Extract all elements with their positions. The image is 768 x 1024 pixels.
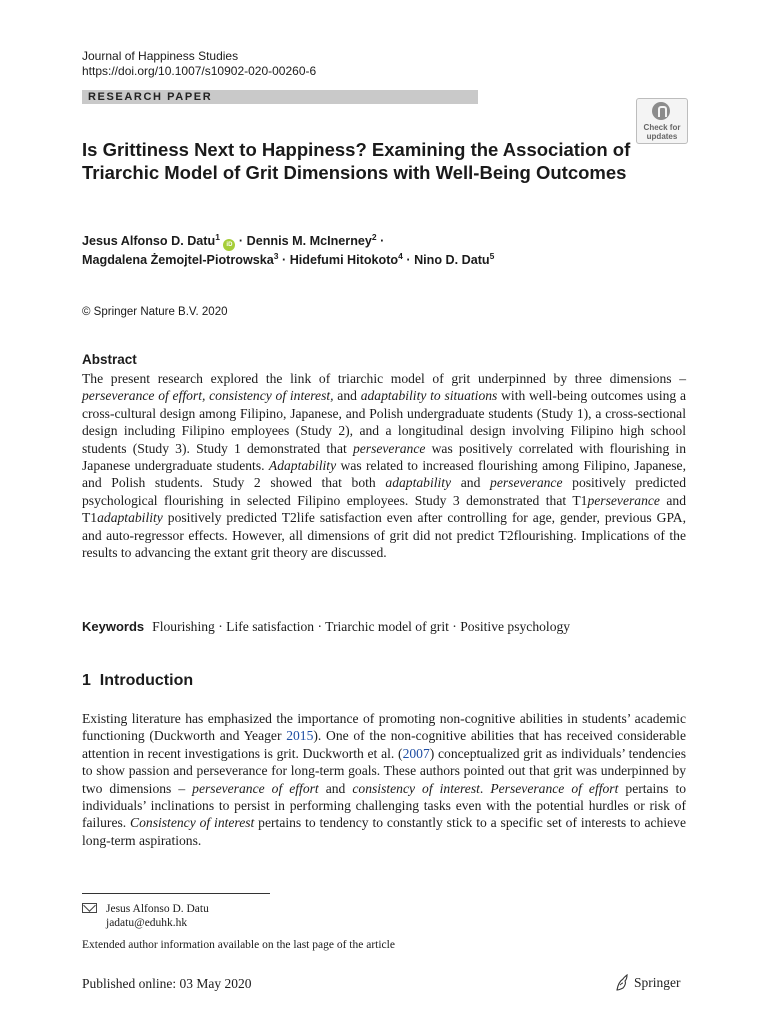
- publisher-name: Springer: [634, 975, 681, 990]
- section-number: 1: [82, 672, 91, 689]
- envelope-icon: [82, 903, 97, 913]
- springer-horse-icon: [614, 974, 630, 992]
- author-affiliation-number: 5: [489, 250, 495, 261]
- abstract-heading: Abstract: [82, 352, 137, 367]
- copyright-notice: © Springer Nature B.V. 2020: [82, 306, 228, 318]
- author-name[interactable]: Jesus Alfonso D. Datu: [82, 234, 216, 248]
- section-heading-introduction: [82, 671, 193, 691]
- author-affiliation-number: 4: [398, 250, 403, 261]
- author-name[interactable]: Nino D. Datu: [414, 253, 490, 267]
- author-affiliation-number: 2: [371, 231, 377, 242]
- author-name[interactable]: Dennis M. McInerney: [246, 234, 372, 248]
- journal-name: Journal of Happiness Studies: [82, 49, 239, 63]
- keywords-label: Keywords: [82, 619, 145, 634]
- citation-link[interactable]: 2007: [402, 745, 430, 761]
- corresponding-author-email[interactable]: jadatu@eduhk.hk: [106, 917, 188, 929]
- article-type-bar: [82, 90, 478, 104]
- orcid-icon[interactable]: iD: [223, 239, 235, 251]
- keywords-text: Flourishing · Life satisfaction · Triarchic model of grit · Positive psychology: [152, 619, 571, 634]
- published-date: Published online: 03 May 2020: [82, 976, 252, 991]
- footnote-divider: [82, 893, 270, 894]
- article-title: Is Grittiness Next to Happiness? Examining the Association of Triarchic Model of Grit Dimensions with Well-Being Outcomes: [82, 139, 631, 183]
- extended-author-info-note: Extended author information available on the last page of the article: [82, 939, 395, 951]
- check-updates-line1: Check for: [643, 123, 681, 132]
- keywords-line: [82, 618, 686, 635]
- author-list: Jesus Alfonso D. Datu$^1$ iD · Dennis M. McInerney$^2$ · Magdalena Żemojtel-Piotrowska$^3$ · Hidefumi Hitokoto$^4$ · Nino D. Datu$^5$: [82, 231, 495, 267]
- check-for-updates-badge[interactable]: [636, 98, 688, 144]
- citation-link[interactable]: 2015: [286, 728, 314, 744]
- check-updates-line2: updates: [646, 132, 678, 141]
- corresponding-author-name: Jesus Alfonso D. Datu: [106, 903, 209, 915]
- doi-link[interactable]: https://doi.org/10.1007/s10902-020-00260-6: [82, 64, 317, 78]
- author-affiliation-number: 1: [215, 231, 220, 242]
- abstract-text: The present research explored the link of triarchic model of grit underpinned by three dimensions – perseverance of effort, consistency of interest, and adaptability to situations with well-being outcomes using a cross-cultural design among Filipino, Japanese, and Polish undergraduate students (Study 1), a cross-sectional design including Filipino employees (Study 2), and a longitudinal design involving Filipino high school students (Study 3). Study 1 demonstrated that perseverance was positively correlated with flourishing in Japanese undergraduate students. Adaptability was related to increased flourishing among Filipino, Japanese, and Polish students. Study 2 showed that both adaptability and perseverance positively predicted psychological flourishing in selected Filipino employees. Study 3 demonstrated that T1perseverance and T1adaptability positively predicted T2life satisfaction even after controlling for age, gender, previous GPA, and auto-regressor effects. However, all dimensions of grit did not predict T2flourishing. Implications of the results to advancing the extant grit theory are discussed.: [82, 371, 687, 561]
- article-type-label: RESEARCH PAPER: [88, 91, 213, 103]
- author-name[interactable]: Magdalena Żemojtel-Piotrowska: [82, 253, 274, 267]
- section-title: Introduction: [99, 672, 194, 689]
- author-affiliation-number: 3: [273, 250, 279, 261]
- check-updates-icon: [652, 102, 670, 120]
- author-name[interactable]: Hidefumi Hitokoto: [289, 253, 399, 267]
- publisher-logo: [614, 974, 694, 992]
- introduction-paragraph: Existing literature has emphasized the importance of promoting non-cognitive abilities in students’ academic functioning (Duckworth and Yeager 2015). One of the non-cognitive abilities that has received considerable attention in recent investigations is grit. Duckworth et al. (2007) conceptualized grit as individuals’ tendencies to show passion and perseverance for long-term goals. These authors pointed out that grit was underpinned by two dimensions – perseverance of effort and consistency of interest. Perseverance of effort pertains to individuals’ inclinations to persist in performing challenging tasks even with the potential hurdles or risk of failures. Consistency of interest pertains to tendency to constantly stick to a specific set of interests to achieve long-term aspirations.: [82, 711, 687, 848]
